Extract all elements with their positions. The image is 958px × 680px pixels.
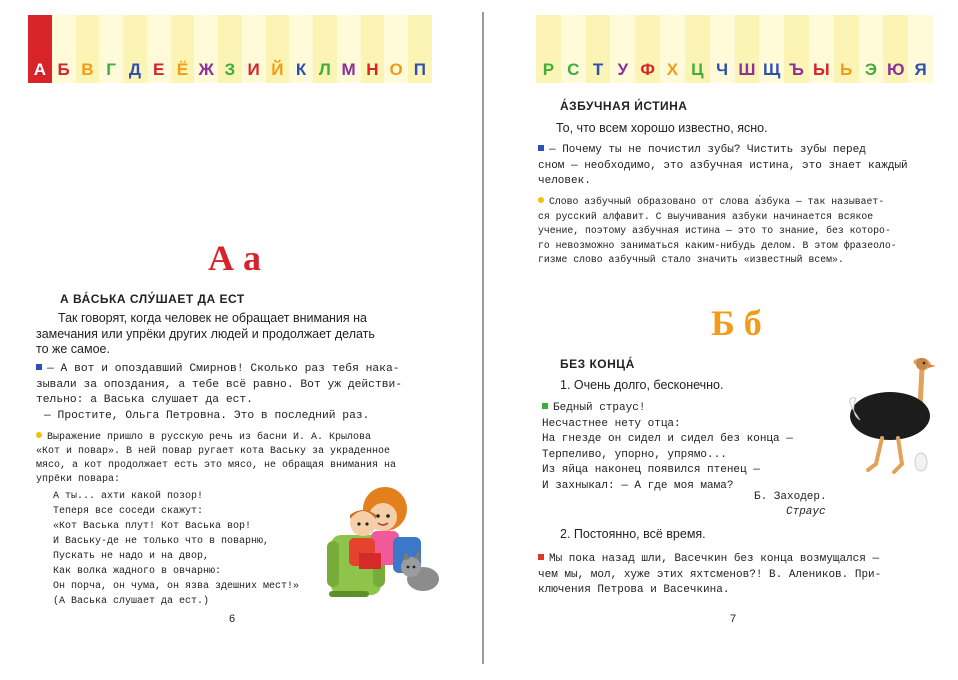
example-bez-kontsa	[538, 552, 942, 599]
alphabet-letter: Я	[908, 15, 933, 83]
alphabet-letter: Т	[586, 15, 611, 83]
alphabet-letter: Г	[99, 15, 123, 83]
alphabet-letter: Л	[313, 15, 337, 83]
poem-line: Из яйца наконец появился птенец —	[542, 464, 760, 476]
big-letter-b: Б б	[711, 303, 762, 343]
yellow-bullet-icon	[36, 432, 42, 438]
page-gutter	[482, 12, 484, 664]
alphabet-letter: Р	[536, 15, 561, 83]
note-line: Слово азбучный образовано от слова а́збука — так называет-	[538, 195, 942, 210]
alphabet-letter: С	[561, 15, 586, 83]
kids-with-cat-illustration	[323, 483, 441, 601]
alphabet-letter: П	[408, 15, 432, 83]
example-line: зывали за опоздания, а тебе всё равно. Вот уж действи-	[36, 378, 403, 391]
alphabet-letter: Э	[859, 15, 884, 83]
poem-strauss	[542, 401, 793, 494]
page-number-left: 6	[229, 613, 236, 625]
entry-heading-azbuchnaya: А́ЗБУЧНАЯ И́СТИНА	[560, 99, 688, 113]
poem-krylov	[53, 489, 299, 609]
alphabet-letter: Щ	[759, 15, 784, 83]
alphabet-letter: В	[76, 15, 100, 83]
definition-line: то же самое.	[36, 342, 110, 356]
alphabet-letter: Ю	[883, 15, 908, 83]
poem-line: Несчастнее нету отца:	[542, 417, 681, 430]
alphabet-strip-right	[536, 15, 933, 83]
alphabet-letter: Х	[660, 15, 685, 83]
alphabet-letter: Ё	[171, 15, 195, 83]
alphabet-letter: Б	[52, 15, 76, 83]
note-line: гизме слово азбучный стало значить «известный всем».	[538, 254, 844, 265]
big-letter-a: А а	[208, 238, 261, 278]
note-azbuchnaya	[538, 195, 942, 268]
example-vaska	[36, 362, 440, 424]
alphabet-letter: Ш	[735, 15, 760, 83]
green-bullet-icon	[542, 403, 548, 409]
alphabet-strip-left	[28, 15, 432, 83]
definition-line: замечания или упрёки других людей и продолжает делать	[36, 327, 375, 341]
blue-bullet-icon	[538, 145, 544, 151]
definition-line: Так говорят, когда человек не обращает внимания на	[58, 311, 367, 325]
poem-line: Бедный страус!	[542, 401, 793, 417]
note-line: «Кот и повар». В ней повар ругает кота Ваську за украденное	[36, 446, 391, 457]
alphabet-letter: Е	[147, 15, 171, 83]
definition-azbuchnaya: То, что всем хорошо известно, ясно.	[556, 121, 768, 135]
alphabet-letter: У	[610, 15, 635, 83]
example-azbuchnaya	[538, 143, 942, 190]
poem-line: На гнезде он сидел и сидел без конца —	[542, 433, 793, 445]
alphabet-letter: К	[289, 15, 313, 83]
poem-author: Б. Заходер.	[754, 491, 827, 503]
entry-heading-vaska: А ВА́СЬКА СЛУ́ШАЕТ ДА ЕСТ	[60, 292, 245, 306]
entry-heading-bez-kontsa: БЕЗ КОНЦА́	[560, 357, 635, 371]
alphabet-letter: Ц	[685, 15, 710, 83]
poem-line: Теперя все соседи скажут:	[53, 506, 204, 517]
poem-line: А ты... ахти какой позор!	[53, 491, 204, 502]
alphabet-letter: М	[337, 15, 361, 83]
example-line: ключения Петрова и Васечкина.	[538, 584, 730, 596]
poem-line: Как волка жадного в овчарню:	[53, 566, 222, 577]
poem-line: Пускать не надо и на двор,	[53, 551, 210, 562]
example-line: — Почему ты не почистил зубы? Чистить зубы перед	[538, 143, 942, 159]
blue-bullet-icon	[36, 364, 42, 370]
note-vaska	[36, 431, 446, 487]
note-line: ся русский алфавит. С выучивания азбуки начинается всякое	[538, 210, 874, 222]
poem-line: «Кот Васька плут! Кот Васька вор!	[53, 521, 252, 532]
example-line: чем мы, мол, хуже этих яхтсменов?! В. Алеников. При-	[538, 568, 882, 581]
meaning-1: 1. Очень долго, бесконечно.	[560, 378, 724, 392]
note-line: упрёки повара:	[36, 474, 121, 485]
alphabet-letter: О	[384, 15, 408, 83]
note-line: го невозможно заниматься каким-нибудь делом. В этом фразеоло-	[538, 239, 897, 251]
yellow-bullet-icon	[538, 197, 544, 203]
alphabet-letter: Ъ	[784, 15, 809, 83]
alphabet-letter: Ы	[809, 15, 834, 83]
poem-line: И захныкал: — А где моя мама?	[542, 479, 734, 492]
alphabet-letter: Ж	[194, 15, 218, 83]
page-number-right: 7	[730, 613, 737, 625]
alphabet-letter: Ь	[834, 15, 859, 83]
poem-line: Он порча, он чума, он язва здешних мест!»	[53, 581, 300, 592]
alphabet-letter: Ф	[635, 15, 660, 83]
meaning-2: 2. Постоянно, всё время.	[560, 527, 706, 541]
alphabet-letter: Д	[123, 15, 147, 83]
poem-title: Страус	[786, 506, 826, 518]
note-line: Выражение пришло в русскую речь из басни И. А. Крылова	[36, 431, 446, 445]
note-line: мясо, а кот продолжает есть это мясо, не обращая внимания на	[36, 460, 397, 471]
alphabet-letter: Й	[266, 15, 290, 83]
ostrich-illustration	[846, 356, 940, 478]
alphabet-letter: З	[218, 15, 242, 83]
example-line: Мы пока назад шли, Васечкин без конца возмущался —	[538, 552, 942, 568]
poem-line: (А Васька слушает да ест.)	[53, 596, 210, 607]
example-line: сном — необходимо, это азбучная истина, это знает каждый	[538, 159, 908, 172]
example-line: тельно: а Васька слушает да ест.	[36, 394, 253, 406]
alphabet-letter: Н	[361, 15, 385, 83]
note-line: учение, поэтому азбучная истина — это то знание, без которо-	[538, 225, 891, 236]
example-line: — Простите, Ольга Петровна. Это в последний раз.	[44, 409, 370, 422]
example-line: человек.	[538, 175, 591, 187]
poem-line: И Ваську-де не только что в поварню,	[53, 536, 270, 547]
alphabet-letter: Ч	[710, 15, 735, 83]
alphabet-letter: И	[242, 15, 266, 83]
alphabet-letter: А	[28, 15, 52, 83]
example-line: — А вот и опоздавший Смирнов! Сколько раз тебя нака-	[36, 362, 440, 378]
poem-line: Терпеливо, упорно, упрямо...	[542, 448, 727, 461]
right-page	[486, 0, 958, 680]
red-bullet-icon	[538, 554, 544, 560]
